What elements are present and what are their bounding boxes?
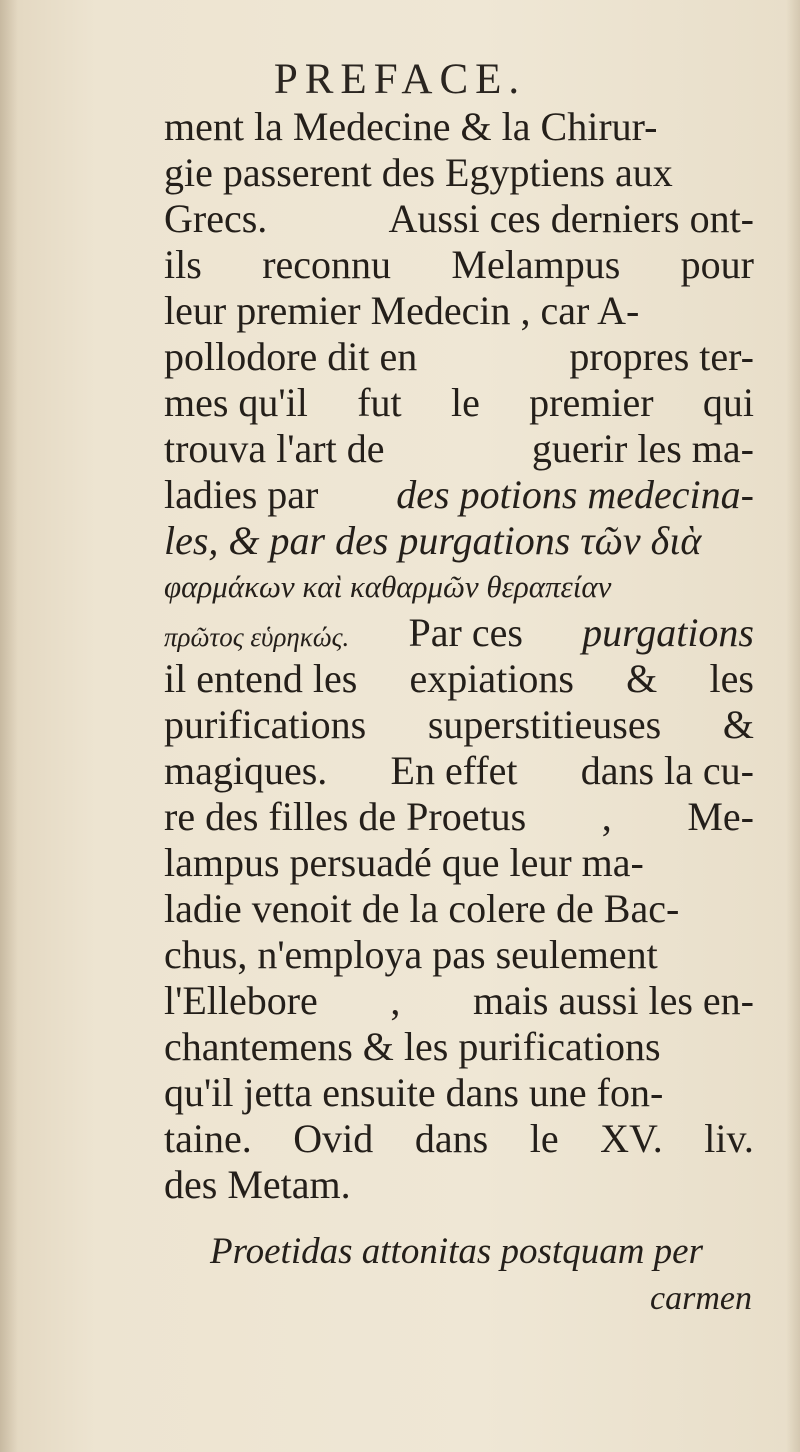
text-line: leur premier Medecin , car A- <box>164 288 640 333</box>
text-line: l'Ellebore , mais aussi les en- <box>164 978 754 1023</box>
text-line: ment la Medecine & la Chirur- <box>164 104 658 149</box>
text-line: Grecs. Aussi ces derniers ont- <box>164 196 754 241</box>
text-line: il entend les expiations & les <box>164 656 754 701</box>
text-line: chantemens & les purifications <box>164 1024 661 1069</box>
text-line: chus, n'employa pas seulement <box>164 932 658 977</box>
running-head: PREFACE. <box>273 56 527 103</box>
gutter-shadow <box>0 0 18 1452</box>
text-line: gie passerent des Egyptiens aux <box>164 150 673 195</box>
text-line: pollodore dit en propres ter- <box>164 334 754 379</box>
text-line: ils reconnu Melampus pour <box>164 242 754 287</box>
text-line: taine. Ovid dans le XV. liv. <box>164 1116 754 1161</box>
verse-quotation: Proetidas attonitas postquam per <box>210 1231 703 1272</box>
text-line: ladie venoit de la colere de Bac- <box>164 886 680 931</box>
italic-phrase: des potions medecina- <box>396 472 754 517</box>
text-line: magiques. En effet dans la cu- <box>164 748 754 793</box>
text-line: purifications superstitieuses & <box>164 702 754 747</box>
text-line: des Metam. <box>164 1162 351 1207</box>
text-line: qu'il jetta ensuite dans une fon- <box>164 1070 664 1115</box>
page-edge <box>786 0 800 1452</box>
text-line: les, & par des purgations τῶν διὰ <box>164 518 702 563</box>
text-line: ladies par des potions medecina- <box>164 472 754 517</box>
greek-line: φαρμάκων καὶ καθαρμῶν θεραπείαν <box>164 569 612 604</box>
text-line: mes qu'il fut le premier qui <box>164 380 754 425</box>
text-line: lampus persuadé que leur ma- <box>164 840 644 885</box>
catchword: carmen <box>650 1280 752 1317</box>
body-text <box>164 104 754 1208</box>
text-line: re des filles de Proetus , Me- <box>164 794 754 839</box>
text-line: πρῶτος εὑρηκώς. Par ces purgations <box>164 610 754 655</box>
text-line: trouva l'art de guerir les ma- <box>164 426 754 471</box>
